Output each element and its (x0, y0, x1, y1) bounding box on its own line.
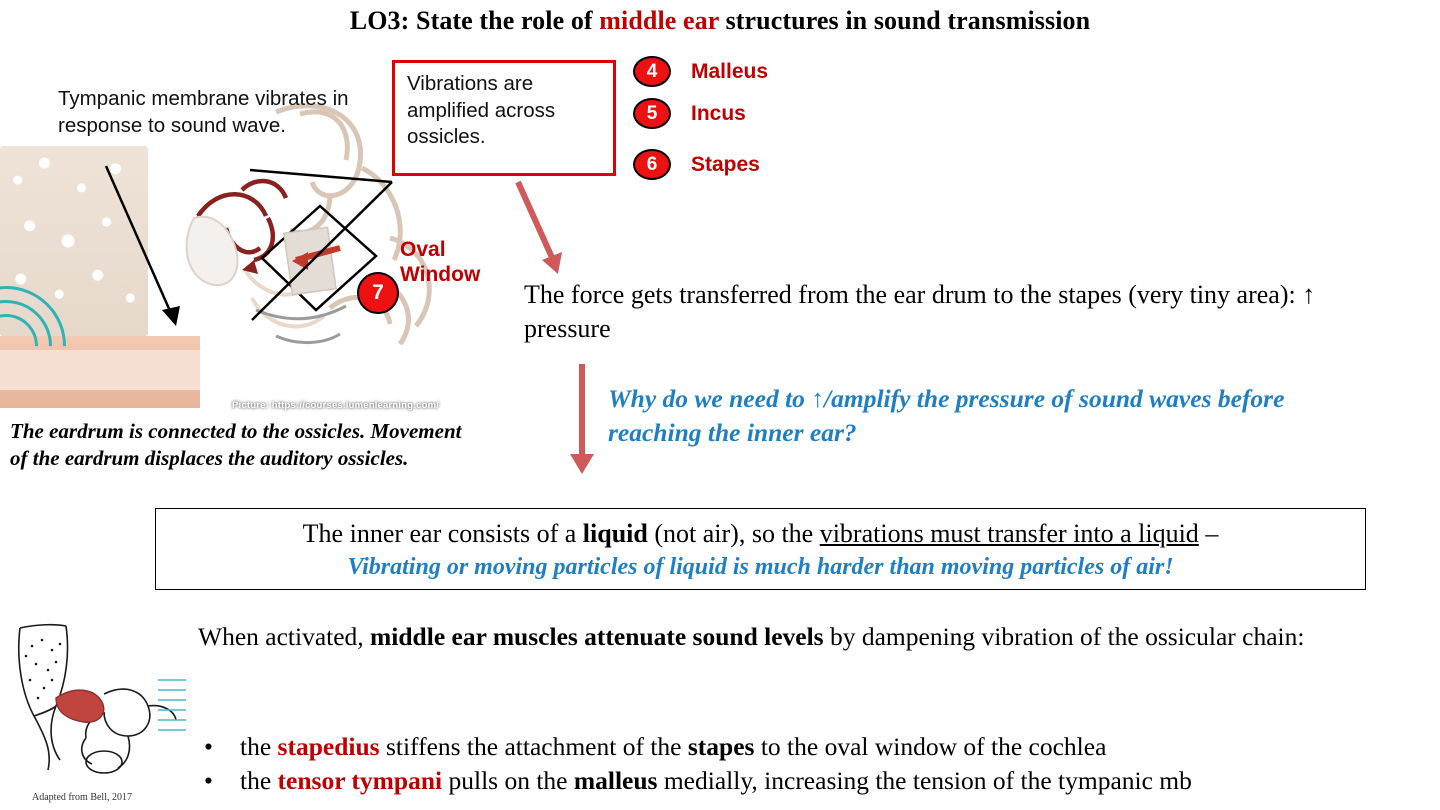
label-malleus: Malleus (691, 60, 769, 83)
tensor-pre: the (240, 765, 278, 795)
liquid-part1: The inner ear consists of a (302, 519, 583, 548)
page-title (0, 6, 1440, 36)
stapedius-post: to the oval window of the cochlea (754, 732, 1107, 761)
stapedius-term: stapedius (277, 732, 380, 761)
list-item-stapedius (198, 730, 1440, 764)
liquid-box-line1 (156, 518, 1365, 551)
middle-ear-muscle-drawing (8, 620, 194, 782)
why-amplify-question: Why do we need to ↑/amplify the pressure of sound waves before reaching the inner ear? (608, 384, 1285, 447)
tensor-mid: pulls on the (442, 765, 574, 795)
malleus-term: malleus (573, 765, 658, 795)
middle-ear-muscles-paragraph (198, 620, 1438, 654)
eardrum-ossicles-note: The eardrum is connected to the ossicles. Movement of the eardrum displaces the auditory ossicles. (10, 419, 462, 471)
liquid-part2: (not air), so the (647, 519, 820, 548)
stapedius-pre: the (240, 732, 278, 761)
vibrations-amplified-box: Vibrations are amplified across ossicles. (392, 60, 616, 176)
label-incus: Incus (691, 102, 746, 125)
bell-image-credit: Adapted from Bell, 2017 (32, 792, 132, 803)
badge-4-malleus: 4 (633, 56, 671, 87)
badge-6-stapes: 6 (633, 149, 671, 180)
liquid-underlined: vibrations must transfer into a liquid (819, 519, 1199, 548)
title-prefix: LO3: State the role of (349, 6, 600, 35)
title-accent: middle ear (599, 6, 719, 35)
liquid-part3: – (1198, 519, 1219, 548)
muscles-intro-bold: middle ear muscles attenuate sound levels (370, 622, 824, 651)
liquid-bold: liquid (582, 519, 648, 548)
label-oval-window: Oval Window (400, 238, 481, 286)
tensor-tympani-term: tensor tympani (277, 765, 443, 795)
label-stapes: Stapes (691, 153, 760, 176)
muscle-diagram-svg (8, 620, 194, 782)
stapedius-mid: stiffens the attachment of the (379, 732, 688, 761)
stapes-term: stapes (687, 732, 755, 761)
liquid-box-line2: Vibrating or moving particles of liquid is much harder than moving particles of air! (347, 553, 1174, 580)
force-transfer-text: The force gets transferred from the ear drum to the stapes (very tiny area): ↑ pressure (524, 280, 1316, 344)
list-item-tensor-tympani (198, 764, 1440, 798)
bullet-marker-2: • (204, 765, 213, 795)
badge-7-oval-window: 7 (357, 272, 399, 314)
tensor-post: medially, increasing the tension of the tympanic mb (657, 765, 1192, 795)
badge-5-incus: 5 (633, 98, 671, 129)
inner-ear-liquid-box (155, 508, 1366, 590)
lumen-image-credit: Picture: https://courses.lumenlearning.com/ (232, 400, 440, 411)
muscle-bullet-list (198, 730, 1440, 798)
title-suffix: structures in sound transmission (718, 6, 1091, 35)
muscles-intro-part2: by dampening vibration of the ossicular chain: (823, 622, 1305, 651)
bullet-marker-1: • (204, 732, 213, 761)
tympanic-membrane-callout: Tympanic membrane vibrates in response to sound wave. (58, 87, 349, 138)
muscles-intro-part1: When activated, (198, 622, 371, 651)
